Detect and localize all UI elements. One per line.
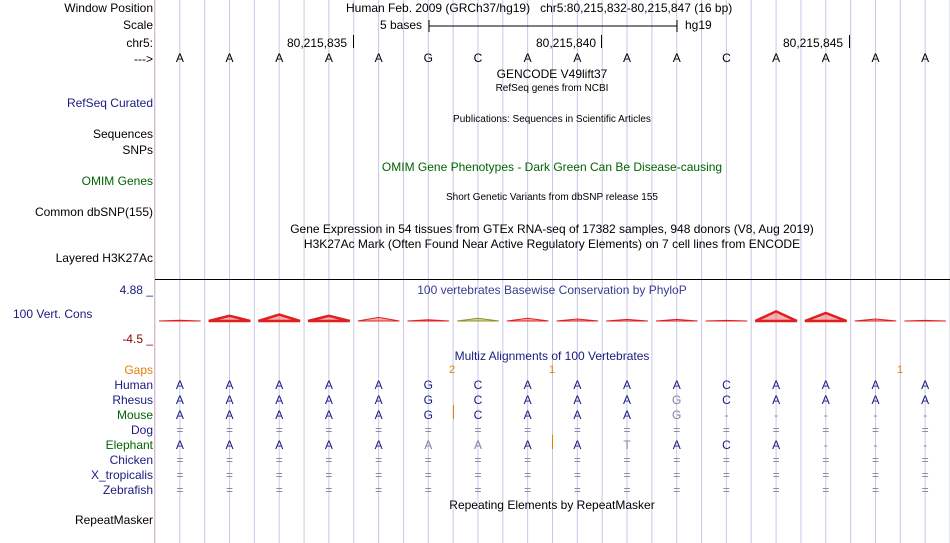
omim-track-title[interactable]: OMIM Gene Phenotypes - Dark Green Can Be Disease-causing (381, 160, 723, 174)
alignment-base: = (176, 423, 184, 437)
alignment-base: = (325, 483, 333, 497)
alignment-base: = (623, 453, 631, 467)
phylop-score-mark (606, 319, 648, 321)
alignment-base: = (524, 453, 532, 467)
alignment-base: C (722, 438, 731, 452)
alignment-base: = (822, 453, 830, 467)
alignment-base: = (921, 423, 929, 437)
alignment-base: - (873, 408, 878, 422)
alignment-base: A (275, 378, 284, 392)
alignment-base: A (473, 438, 482, 452)
reference-base: C (722, 51, 731, 65)
alignment-base: = (375, 483, 383, 497)
window-position-value: Human Feb. 2009 (GRCh37/hg19) chr5:80,215,832-80,215,847 (16 bp) (346, 1, 733, 15)
coord-tick (353, 35, 354, 48)
reference-base: G (423, 51, 433, 65)
alignment-base: = (275, 468, 283, 482)
coord-tick-label: 80,215,835 (287, 36, 348, 50)
alignment-base: = (424, 423, 432, 437)
refseq-track-label[interactable]: RefSeq Curated (66, 96, 153, 110)
reference-base: A (225, 51, 234, 65)
dbsnp-track-title[interactable]: Short Genetic Variants from dbSNP release 155 (446, 192, 658, 203)
coord-tick-label: 80,215,840 (536, 36, 597, 50)
phylop-score-mark (457, 318, 499, 321)
alignment-base: = (871, 453, 879, 467)
alignment-base: A (225, 408, 234, 422)
alignment-base: A (324, 378, 333, 392)
reference-base: A (821, 51, 830, 65)
chrom-label: chr5: (126, 36, 153, 50)
alignment-base: = (275, 453, 283, 467)
conservation-min-value: -4.5 _ (122, 332, 153, 346)
alignment-base: A (623, 378, 632, 392)
alignment-base: A (374, 393, 383, 407)
species-label[interactable]: Mouse (116, 408, 153, 422)
alignment-base: A (772, 438, 781, 452)
alignment-base: = (375, 468, 383, 482)
alignment-base: A (623, 408, 632, 422)
alignment-base: A (871, 393, 880, 407)
species-label[interactable]: Dog (130, 423, 153, 437)
reference-base: A (921, 51, 930, 65)
alignment-base: = (474, 453, 482, 467)
alignment-base: = (623, 423, 631, 437)
alignment-base: A (175, 393, 184, 407)
alignment-base: A (324, 393, 333, 407)
sequences-track-label[interactable]: Sequences (92, 127, 153, 141)
alignment-base: C (473, 393, 483, 407)
alignment-base: = (474, 483, 482, 497)
alignment-base: A (523, 408, 532, 422)
phylop-score-mark (507, 318, 549, 321)
alignment-base: A (623, 393, 632, 407)
gencode-track-title[interactable]: GENCODE V49lift37 (496, 67, 608, 81)
phylop-score-mark (855, 319, 897, 321)
alignment-base: = (573, 453, 581, 467)
alignment-base: A (324, 408, 333, 422)
alignment-base: = (424, 468, 432, 482)
alignment-base: = (325, 468, 333, 482)
alignment-base: A (175, 438, 184, 452)
species-label[interactable]: Human (114, 378, 153, 392)
phylop-score-mark (308, 316, 350, 321)
alignment-base: = (772, 483, 780, 497)
alignment-base: = (325, 453, 333, 467)
alignment-base: = (772, 468, 780, 482)
alignment-base: = (176, 468, 184, 482)
gap-count: 1 (896, 364, 904, 376)
alignment-base: = (375, 423, 383, 437)
alignment-base: A (275, 393, 284, 407)
alignment-base: = (176, 453, 184, 467)
alignment-base: = (822, 423, 830, 437)
alignment-base: = (474, 468, 482, 482)
coord-tick (849, 35, 850, 48)
reference-base: A (672, 51, 681, 65)
alignment-base: = (275, 483, 283, 497)
alignment-base: T (623, 438, 631, 452)
alignment-base: A (573, 378, 582, 392)
dbsnp-track-label[interactable]: Common dbSNP(155) (34, 205, 153, 219)
gaps-label: Gaps (124, 363, 153, 377)
insertion-mark (453, 405, 454, 419)
alignment-base: - (724, 408, 729, 422)
gap-count: 1 (548, 364, 556, 376)
alignment-base: - (774, 408, 779, 422)
alignment-base: G (423, 408, 433, 422)
alignment-base: = (623, 468, 631, 482)
alignment-base: - (923, 408, 928, 422)
alignment-base: A (175, 408, 184, 422)
alignment-base: A (821, 393, 830, 407)
repeatmasker-track-title[interactable]: Repeating Elements by RepeatMasker (449, 498, 655, 512)
scale-label: Scale (122, 18, 153, 32)
alignment-base: = (424, 483, 432, 497)
reference-base: A (374, 51, 383, 65)
multiz-track-title[interactable]: Multiz Alignments of 100 Vertebrates (454, 349, 650, 363)
scale-bar (428, 18, 680, 34)
alignment-base: = (772, 423, 780, 437)
alignment-base: = (524, 423, 532, 437)
alignment-base: A (573, 393, 582, 407)
alignment-base: A (225, 378, 234, 392)
alignment-base: = (871, 483, 879, 497)
alignment-base: = (226, 453, 234, 467)
alignment-base: A (324, 438, 333, 452)
alignment-base: - (873, 438, 878, 452)
conservation-max-value: 4.88 _ (119, 283, 153, 297)
window-position-label: Window Position (64, 1, 153, 15)
scale-assembly: hg19 (685, 18, 712, 32)
alignment-base: = (871, 423, 879, 437)
species-label[interactable]: Chicken (109, 453, 153, 467)
alignment-base: A (921, 378, 930, 392)
alignment-base: C (722, 378, 731, 392)
alignment-base: A (523, 378, 532, 392)
alignment-base: G (672, 393, 682, 407)
phylop-score-mark (358, 317, 400, 321)
species-label[interactable]: Rhesus (112, 393, 153, 407)
reference-base: A (523, 51, 532, 65)
alignment-base: = (921, 483, 929, 497)
omim-track-label[interactable]: OMIM Genes (81, 174, 153, 188)
alignment-base: = (673, 423, 681, 437)
scale-text: 5 bases (380, 18, 423, 32)
alignment-base: = (921, 468, 929, 482)
alignment-base: = (226, 423, 234, 437)
alignment-base: A (374, 438, 383, 452)
alignment-base: A (225, 438, 234, 452)
alignment-base: = (673, 483, 681, 497)
alignment-base: A (921, 393, 930, 407)
alignment-base: G (423, 393, 433, 407)
alignment-base: = (176, 483, 184, 497)
alignment-base: C (473, 408, 483, 422)
coord-tick-label: 80,215,845 (783, 36, 844, 50)
alignment-base: A (523, 393, 532, 407)
alignment-base: - (923, 438, 928, 452)
alignment-base: C (722, 393, 731, 407)
alignment-base: = (871, 468, 879, 482)
alignment-base: = (375, 453, 383, 467)
reference-base: A (772, 51, 781, 65)
insertion-mark (552, 435, 553, 449)
alignment-base: A (672, 378, 681, 392)
alignment-base: A (374, 408, 383, 422)
alignment-base: = (722, 453, 730, 467)
alignment-base: A (871, 378, 880, 392)
coord-tick (601, 35, 602, 48)
alignment-base: A (573, 408, 582, 422)
alignment-base: = (822, 468, 830, 482)
reference-base: A (324, 51, 333, 65)
conservation-track-label[interactable]: 100 Vert. Cons (13, 307, 93, 321)
phylop-score-mark (258, 315, 300, 321)
alignment-base: = (673, 468, 681, 482)
h3k27ac-track-label[interactable]: Layered H3K27Ac (55, 251, 153, 265)
alignment-base: A (225, 393, 234, 407)
alignment-base: A (772, 393, 781, 407)
alignment-base: = (226, 468, 234, 482)
phylop-plot (155, 296, 950, 326)
reference-base: C (473, 51, 483, 65)
alignment-base: = (573, 483, 581, 497)
alignment-base: A (374, 378, 383, 392)
alignment-base: A (573, 438, 582, 452)
alignment-base: A (772, 378, 781, 392)
strand-label: ---> (134, 52, 153, 66)
reference-base: A (871, 51, 880, 65)
alignment-base: G (672, 408, 682, 422)
phylop-score-mark (706, 320, 748, 321)
alignment-base: = (921, 453, 929, 467)
alignment-base: A (672, 438, 681, 452)
alignment-base: C (473, 378, 483, 392)
reference-base: A (175, 51, 184, 65)
reference-base: A (623, 51, 632, 65)
phylop-score-mark (159, 320, 201, 321)
phylop-score-mark (656, 319, 698, 321)
species-label[interactable]: Elephant (105, 438, 153, 452)
alignment-base: = (822, 483, 830, 497)
publications-track-title[interactable]: Publications: Sequences in Scientific Articles (453, 114, 651, 125)
phylop-score-mark (209, 316, 251, 321)
gtex-track-title[interactable]: Gene Expression in 54 tissues from GTEx RNA-seq of 17382 samples, 948 donors (V8, Aug 2019) (290, 222, 814, 236)
species-label[interactable]: X_tropicalis (90, 468, 153, 482)
track-separator (155, 279, 950, 280)
phylop-score-mark (557, 319, 599, 321)
alignment-base: - (823, 438, 828, 452)
alignment-base: = (573, 423, 581, 437)
h3k27ac-track-title[interactable]: H3K27Ac Mark (Often Found Near Active Regulatory Elements) on 7 cell lines from ENCODE (303, 237, 801, 251)
alignment-base: = (573, 468, 581, 482)
phylop-score-mark (755, 311, 797, 321)
alignment-base: A (275, 408, 284, 422)
alignment-base: A (523, 438, 532, 452)
species-label[interactable]: Zebrafish (102, 483, 153, 497)
alignment-base: = (424, 453, 432, 467)
alignment-base: = (722, 483, 730, 497)
alignment-base: = (226, 483, 234, 497)
phylop-score-mark (407, 320, 449, 321)
phylop-score-mark (805, 313, 847, 321)
alignment-base: A (821, 378, 830, 392)
phylop-track-title[interactable]: 100 vertebrates Basewise Conservation by PhyloP (417, 283, 687, 297)
alignment-base: A (424, 438, 433, 452)
alignment-base: = (722, 423, 730, 437)
alignment-base: A (175, 378, 184, 392)
alignment-base: = (722, 468, 730, 482)
alignment-base: = (623, 483, 631, 497)
repeatmasker-track-label[interactable]: RepeatMasker (74, 513, 153, 527)
alignment-base: = (673, 453, 681, 467)
alignment-base: = (524, 468, 532, 482)
alignment-base: = (474, 423, 482, 437)
refseq-track-subtitle[interactable]: RefSeq genes from NCBI (495, 83, 609, 94)
phylop-score-mark (904, 320, 946, 321)
alignment-base: = (524, 483, 532, 497)
alignment-base: A (275, 438, 284, 452)
alignment-base: = (275, 423, 283, 437)
gap-count: 2 (448, 364, 456, 376)
alignment-base: = (772, 453, 780, 467)
snps-track-label[interactable]: SNPs (122, 143, 153, 157)
alignment-base: G (423, 378, 433, 392)
reference-base: A (573, 51, 582, 65)
alignment-base: - (823, 408, 828, 422)
reference-base: A (275, 51, 284, 65)
alignment-base: = (325, 423, 333, 437)
